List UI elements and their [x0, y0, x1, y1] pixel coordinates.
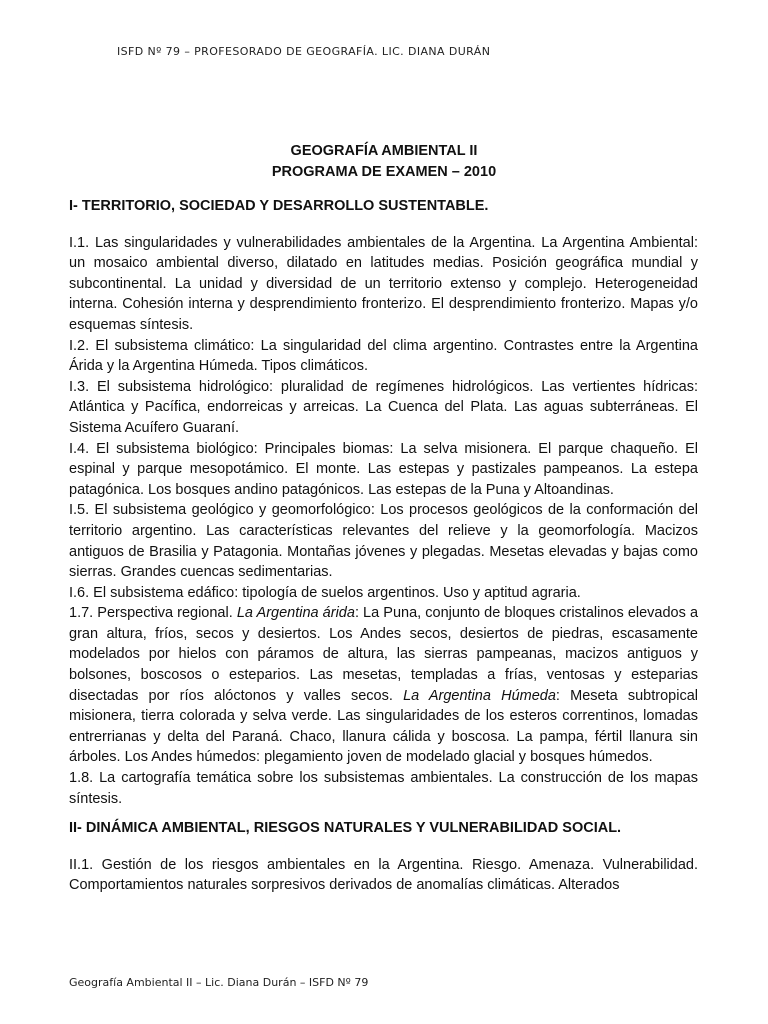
document-title: GEOGRAFÍA AMBIENTAL II	[290, 143, 478, 159]
item-1-8: 1.8. La cartografía temática sobre los subsistemas ambientales. La construcción de los mapas síntesis.	[69, 770, 698, 807]
item-1-1: I.1. Las singularidades y vulnerabilidades ambientales de la Argentina. La Argentina Ambiental: un mosaico ambiental diverso, dilatado en latitudes medias. Posición geográfica mundial y subcontinental. La unidad y diversidad de un territorio extenso y complejo. Heterogeneidad interna. Cohesión interna y desprendimiento fronterizo. El desprendimiento fronterizo. Mapas y/o esquemas síntesis.	[69, 234, 698, 333]
item-1-7-lead: 1.7. Perspectiva regional.	[69, 605, 237, 622]
item-1-7-tail: : Meseta subtropical misionera, tierra colorada y selva verde. Las singularidades de los esteros correntinos, lomadas entrerrianas y delta del Paraná. Chaco, llanura cálida y boscosa. La pampa, fértil llanura sin árboles. Los Andes húmedos: plegamiento joven de modelado glacial y bosques húmedos.	[69, 687, 698, 766]
section-2-heading: II- DINÁMICA AMBIENTAL, RIESGOS NATURALES Y VULNERABILIDAD SOCIAL.	[69, 820, 622, 837]
item-1-6: I.6. El subsistema edáfico: tipología de suelos argentinos. Uso y aptitud agraria.	[69, 584, 581, 601]
argentina-humeda-label: La Argentina Húmeda	[403, 687, 556, 704]
title-block	[0, 141, 768, 182]
item-1-4: I.4. El subsistema biológico: Principales biomas: La selva misionera. El parque chaqueño. El espinal y parque mesopotámico. El monte. Las estepas y pastizales pampeanos. La estepa patagónica. Los bosques andino patagónicos. Las estepas de la Puna y Altoandinas.	[69, 440, 698, 498]
item-1-7-mid: : La Puna, conjunto de bloques cristalinos elevados a gran altura, fríos, secos y desiertos. Los Andes secos, desiertos de piedras, escasamente modelados por hielos con páramos de altura, las sierras pampeanas, macizos antiguos y bolsones, boscosos o esteparios. Las mesetas, templadas a frías, ventosas y esteparias disectadas por ríos alóctonos y valles secos.	[69, 605, 699, 704]
item-1-7	[69, 603, 698, 768]
section-1-heading: I- TERRITORIO, SOCIEDAD Y DESARROLLO SUSTENTABLE.	[69, 198, 489, 214]
item-2-1: II.1. Gestión de los riesgos ambientales en la Argentina. Riesgo. Amenaza. Vulnerabilidad. Comportamientos naturales sorpresivos derivados de anomalías climáticas. Alterados	[69, 856, 698, 894]
page-footer: Geografía Ambiental II – Lic. Diana Durán – ISFD Nº 79	[69, 976, 369, 989]
page-header: ISFD Nº 79 – PROFESORADO DE GEOGRAFÍA. LIC. DIANA DURÁN	[117, 45, 491, 58]
item-1-3: I.3. El subsistema hidrológico: pluralidad de regímenes hidrológicos. Las vertientes hídricas: Atlántica y Pacífica, endorreicas y arreicas. La Cuenca del Plata. Las aguas subterráneas. El Sistema Acuífero Guaraní.	[69, 378, 698, 436]
argentina-arida-label: La Argentina árida	[236, 605, 355, 622]
item-1-2: I.2. El subsistema climático: La singularidad del clima argentino. Contrastes entre la Argentina Árida y la Argentina Húmeda. Tipos climáticos.	[69, 337, 698, 375]
document-body	[69, 196, 698, 896]
document-subtitle: PROGRAMA DE EXAMEN – 2010	[271, 163, 497, 180]
item-1-5: I.5. El subsistema geológico y geomorfológico: Los procesos geológicos de la conformación del territorio argentino. Las características relevantes del relieve y la geomorfología. Macizos antiguos de Brasilia y Patagonia. Montañas jóvenes y plegadas. Mesetas elevadas y bajas como sierras. Grandes cuencas sedimentarias.	[69, 502, 698, 581]
